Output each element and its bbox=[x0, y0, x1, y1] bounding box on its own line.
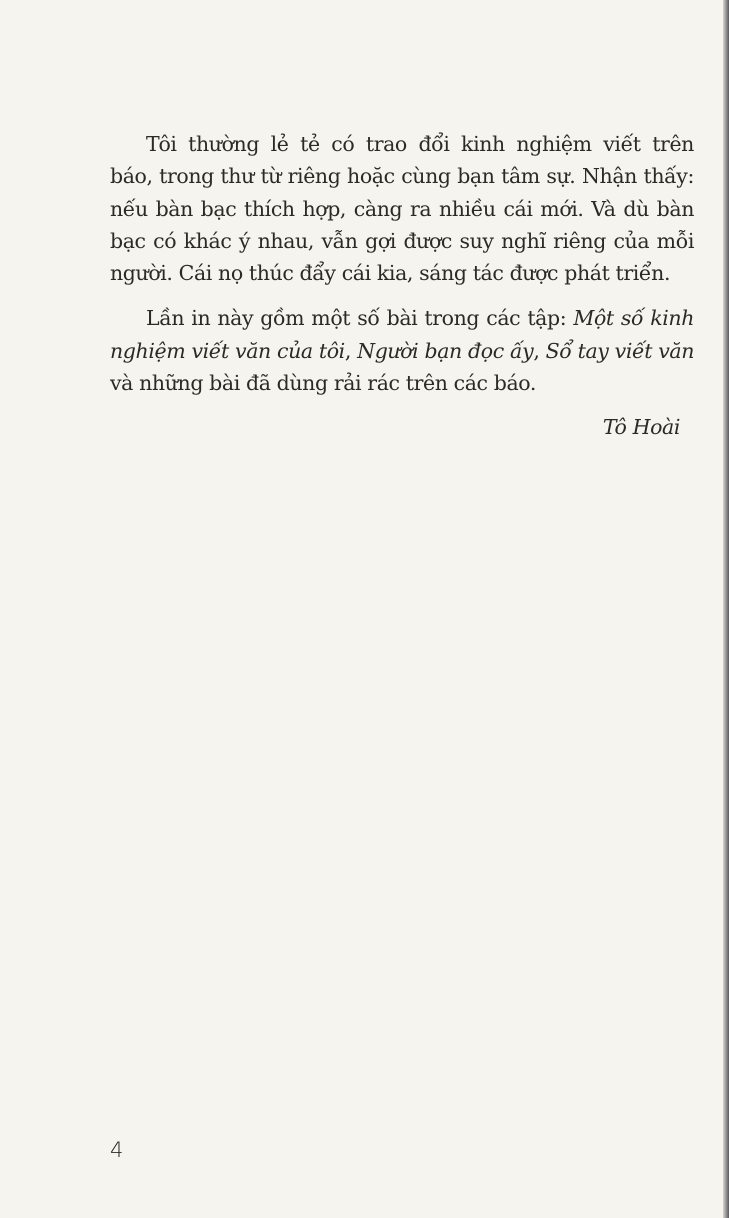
separator: , bbox=[344, 338, 358, 363]
text-line: báo, trong thư từ riêng hoặc cùng bạn tâm sự. Nhận thấy: bbox=[110, 164, 694, 189]
book-title: Sổ tay viết văn bbox=[545, 338, 695, 363]
text-line: người. Cái nọ thúc đẩy cái kia, sáng tác được phát triển. bbox=[110, 261, 671, 286]
separator: , bbox=[533, 338, 546, 363]
paragraph-2 bbox=[110, 302, 694, 399]
text-line: Tôi thường lẻ tẻ có trao đổi kinh nghiệm viết trên bbox=[146, 132, 694, 156]
page-edge-shadow bbox=[723, 0, 729, 1218]
author-signature: Tô Hoài bbox=[602, 415, 680, 440]
book-title: nghiệm viết văn của tôi bbox=[110, 338, 345, 363]
page-number: 4 bbox=[110, 1138, 124, 1162]
text-line bbox=[110, 335, 694, 367]
text-segment: Lần in này gồm một số bài trong các tập: bbox=[146, 306, 574, 331]
book-title: Một số kinh bbox=[573, 306, 695, 331]
text-line bbox=[110, 302, 694, 334]
body-text bbox=[110, 128, 694, 443]
text-line: bạc có khác ý nhau, vẫn gợi được suy nghĩ riêng của mỗi bbox=[110, 228, 694, 253]
text-line: và những bài đã dùng rải rác trên các báo. bbox=[110, 371, 536, 396]
book-title: Người bạn đọc ấy bbox=[357, 338, 534, 363]
paragraph-1 bbox=[110, 128, 694, 289]
text-line: nếu bàn bạc thích hợp, càng ra nhiều cái mới. Và dù bàn bbox=[110, 196, 694, 221]
